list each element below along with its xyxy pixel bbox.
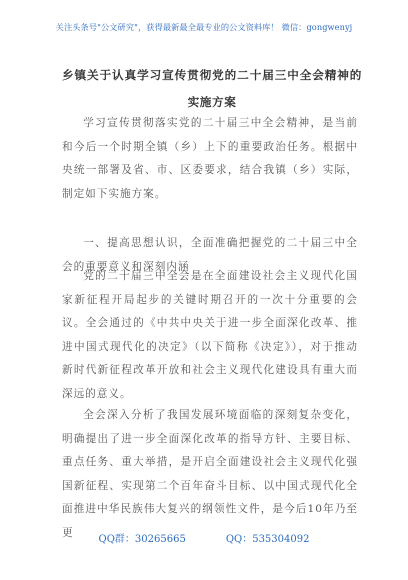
- promo-banner: 关注头条号"公文研究"，获得最新最全最专业的公文资料库！ 微信：gongwenyj: [55, 22, 353, 32]
- paragraph-3: 全会深入分析了我国发展环境面临的深刻复杂变化，明确提出了进一步全面深化改革的指导方针、主要目标、重点任务、重大举措，是开启全面建设社会主义现代化强国新征程、实现第二个百年奋斗目标、以中国式现代化全面推进中华民族伟大复兴的纲领性文件，是今后10年乃至更: [62, 409, 358, 539]
- qq-number-text: QQ：535304092: [225, 534, 310, 545]
- paragraph-2: 党的二十届三中全会是在全面建设社会主义现代化国家新征程开局起步的关键时期召开的一次十分重要的会议。全会通过的《中共中央关于进一步全面深化改革、推进中国式现代化的决定》（以下简称《决定》），对于推动新时代新征程改革开放和社会主义现代化建设具有重大而深远的意义。: [62, 270, 358, 400]
- paragraph-intro: 学习宣传贯彻落实党的二十届三中全会精神，是当前和今后一个时期全镇（乡）上下的重要政治任务。根据中央统一部署及省、市、区委要求，结合我镇（乡）实际，制定如下实施方案。: [62, 117, 358, 200]
- contact-footer: [0, 530, 408, 545]
- section-heading-1: 一、提高思想认识，全面准确把握党的二十届三中全会的重要意义和深刻内涵: [62, 237, 358, 273]
- qq-group-text: QQ群：30265665: [98, 534, 186, 545]
- document-title: 乡镇关于认真学习宣传贯彻党的二十届三中全会精神的实施方案: [62, 68, 362, 109]
